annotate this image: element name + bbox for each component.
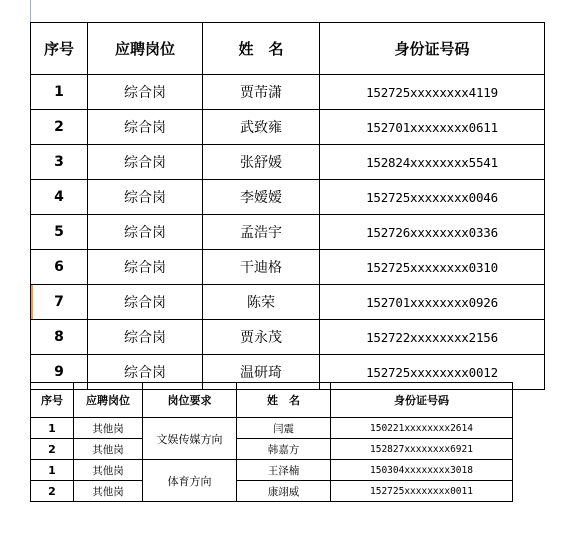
table-row [31,285,545,320]
header-seq[interactable]: 序号 [31,23,88,75]
cell-seq[interactable]: 1 [31,460,74,481]
cell-name[interactable]: 贾永茂 [203,320,320,355]
cell-requirement-merged[interactable]: 体育方向 [143,460,237,502]
cell-id-number[interactable]: 152725xxxxxxxx4119 [320,75,545,110]
cell-name[interactable]: 李嫒嫒 [203,180,320,215]
cell-name[interactable]: 温研琦 [203,355,320,390]
cell-name[interactable]: 王泽楠 [237,460,331,481]
cell-id-number[interactable]: 152722xxxxxxxx2156 [320,320,545,355]
header-post[interactable]: 应聘岗位 [88,23,203,75]
cell-post[interactable]: 综合岗 [88,75,203,110]
comprehensive-post-table [30,22,545,390]
header-seq[interactable]: 序号 [31,383,74,418]
cell-seq[interactable]: 1 [31,418,74,439]
table-row [31,180,545,215]
table-row [31,110,545,145]
header-name[interactable]: 姓 名 [237,383,331,418]
cell-name[interactable]: 陈荣 [203,285,320,320]
cell-id-number[interactable]: 152725xxxxxxxx0011 [331,481,513,502]
header-id-number[interactable]: 身份证号码 [320,23,545,75]
header-post[interactable]: 应聘岗位 [74,383,143,418]
cell-post[interactable]: 综合岗 [88,320,203,355]
cell-name[interactable]: 贾芾潇 [203,75,320,110]
cell-id-number[interactable]: 150304xxxxxxxx3018 [331,460,513,481]
cell-post[interactable]: 其他岗 [74,481,143,502]
cell-post[interactable]: 综合岗 [88,285,203,320]
cell-name[interactable]: 武致雍 [203,110,320,145]
table-row [31,145,545,180]
cell-id-number[interactable]: 152725xxxxxxxx0046 [320,180,545,215]
cell-seq[interactable]: 2 [31,481,74,502]
sheet-edge-line [30,0,31,22]
table-row [31,215,545,250]
cell-seq[interactable]: 2 [31,439,74,460]
cell-id-number[interactable]: 152824xxxxxxxx5541 [320,145,545,180]
table-row [31,481,513,502]
table-row [31,75,545,110]
cell-seq[interactable]: 7 [31,285,88,320]
cell-post[interactable]: 其他岗 [74,439,143,460]
header-id-number[interactable]: 身份证号码 [331,383,513,418]
table-row [31,439,513,460]
cell-seq[interactable]: 9 [31,355,88,390]
cell-seq[interactable]: 6 [31,250,88,285]
table2-header-row [31,383,513,418]
cell-post[interactable]: 综合岗 [88,180,203,215]
cell-id-number[interactable]: 152701xxxxxxxx0926 [320,285,545,320]
cell-name[interactable]: 康翊威 [237,481,331,502]
cell-post[interactable]: 其他岗 [74,460,143,481]
table-row [31,418,513,439]
cell-id-number[interactable]: 152827xxxxxxxx6921 [331,439,513,460]
cell-requirement-merged[interactable]: 文娱传媒方向 [143,418,237,460]
cell-name[interactable]: 韩嘉方 [237,439,331,460]
cell-name[interactable]: 闫震 [237,418,331,439]
table-row [31,460,513,481]
cell-seq[interactable]: 4 [31,180,88,215]
cell-id-number[interactable]: 152701xxxxxxxx0611 [320,110,545,145]
cell-seq[interactable]: 5 [31,215,88,250]
cell-post[interactable]: 其他岗 [74,418,143,439]
cell-name[interactable]: 张舒媛 [203,145,320,180]
cell-post[interactable]: 综合岗 [88,355,203,390]
cell-name[interactable]: 孟浩宇 [203,215,320,250]
cell-post[interactable]: 综合岗 [88,250,203,285]
cell-id-number[interactable]: 150221xxxxxxxx2614 [331,418,513,439]
cell-seq[interactable]: 1 [31,75,88,110]
cell-seq[interactable]: 3 [31,145,88,180]
cell-id-number[interactable]: 152726xxxxxxxx0336 [320,215,545,250]
header-requirement[interactable]: 岗位要求 [143,383,237,418]
cell-seq[interactable]: 8 [31,320,88,355]
other-post-table [30,382,513,502]
header-name[interactable]: 姓 名 [203,23,320,75]
table-row [31,250,545,285]
cell-id-number[interactable]: 152725xxxxxxxx0310 [320,250,545,285]
cell-post[interactable]: 综合岗 [88,215,203,250]
cell-post[interactable]: 综合岗 [88,110,203,145]
cell-id-number[interactable]: 152725xxxxxxxx0012 [320,355,545,390]
cell-name[interactable]: 干迪格 [203,250,320,285]
cell-post[interactable]: 综合岗 [88,145,203,180]
cell-seq[interactable]: 2 [31,110,88,145]
table1-header-row [31,23,545,75]
table-row [31,320,545,355]
